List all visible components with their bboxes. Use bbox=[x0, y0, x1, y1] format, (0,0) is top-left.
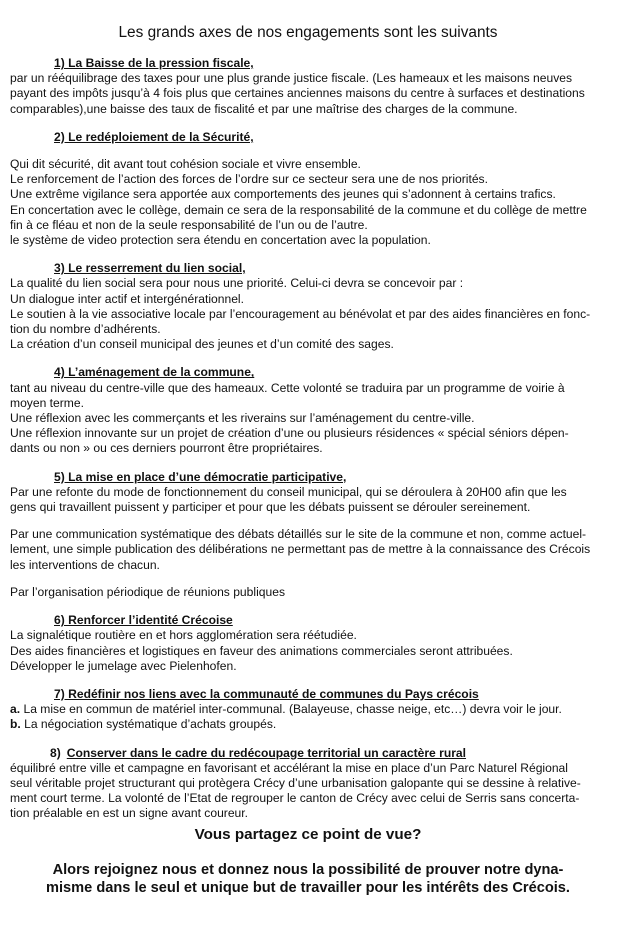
text-line: moyen terme. bbox=[10, 395, 84, 410]
text-line: Par une communication systématique des débats détaillés sur le site de la commune et non, comme actuel- bbox=[10, 527, 587, 542]
text-line: La signalétique routière en et hors agglomération sera réétudiée. bbox=[10, 628, 357, 643]
section-security bbox=[10, 130, 606, 248]
section-democracy bbox=[10, 470, 606, 600]
section-heading: 2) Le redéploiement de la Sécurité, bbox=[54, 129, 254, 144]
text-line: Une réflexion avec les commerçants et les riverains sur l’aménagement du centre-ville. bbox=[10, 411, 475, 426]
closing-line: misme dans le seul et unique but de travailler pour les intérêts des Crécois. bbox=[46, 879, 570, 896]
text-line: Une extrême vigilance sera apportée aux comportements des jeunes qui s’adonnent à certains trafics. bbox=[10, 187, 556, 202]
text-line: Le renforcement de l’action des forces de l’ordre sur ce secteur sera une de nos priorités. bbox=[10, 172, 488, 187]
paragraph bbox=[10, 485, 606, 515]
list-marker: b. bbox=[10, 717, 21, 732]
text-line: La qualité du lien social sera pour nous une priorité. Celui-ci devra se concevoir par : bbox=[10, 276, 464, 291]
text-line: lement, une simple publication des délibérations ne permettant pas de mettre à la connaissance des Crécois bbox=[10, 542, 591, 557]
paragraph bbox=[10, 527, 606, 573]
text-line: les interventions de chacun. bbox=[10, 557, 160, 572]
question-heading: Vous partagez ce point de vue? bbox=[194, 825, 422, 843]
list-text: La mise en commun de matériel inter-communal. (Balayeuse, chasse neige, etc…) devra voir le jour. bbox=[23, 702, 562, 717]
section-fiscal bbox=[10, 56, 606, 117]
section-heading: 6) Renforcer l’identité Crécoise bbox=[54, 613, 233, 628]
text-line: La création d’un conseil municipal des jeunes et d’un comité des sages. bbox=[10, 337, 394, 352]
section-rural bbox=[10, 746, 606, 822]
text-line: Le soutien à la vie associative locale par l’encouragement au bénévolat et par des aides financières en fonc- bbox=[10, 306, 591, 321]
text-line: Par une refonte du mode de fonctionnement du conseil municipal, qui se déroulera à 20H00 afin que les bbox=[10, 484, 567, 499]
section-heading: 5) La mise en place d’une démocratie participative, bbox=[54, 469, 347, 484]
text-line: Des aides financières et logistiques en faveur des animations commerciales seront attribuées. bbox=[10, 643, 513, 658]
paragraph bbox=[10, 585, 606, 600]
text-line: Par l’organisation périodique de réunions publiques bbox=[10, 584, 285, 599]
section-heading: 1) La Baisse de la pression fiscale, bbox=[54, 56, 254, 70]
text-line: En concertation avec le collège, demain ce sera de la responsabilité de la commune et du collège de mettre bbox=[10, 202, 587, 217]
list-item bbox=[10, 717, 606, 732]
section-identity bbox=[10, 613, 606, 674]
section-heading: Conserver dans le cadre du redécoupage territorial un caractère rural bbox=[66, 745, 467, 760]
text-line: Développer le jumelage avec Pielenhofen. bbox=[10, 658, 237, 673]
text-line: Qui dit sécurité, dit avant tout cohésion sociale et vivre ensemble. bbox=[10, 157, 361, 172]
section-heading: 7) Redéfinir nos liens avec la communauté de communes du Pays crécois bbox=[54, 686, 479, 701]
list-marker: a. bbox=[10, 702, 21, 717]
page-title: Les grands axes de nos engagements sont les suivants bbox=[118, 24, 498, 41]
text-line: Une réflexion innovante sur un projet de création d’une ou plusieurs résidences « spécial séniors dépen- bbox=[10, 426, 569, 441]
text-line: comparables),une baisse des taux de fiscalité et par une maîtrise des charges de la commune. bbox=[10, 101, 518, 116]
text-line: tion préalable en est un signe avant coureur. bbox=[10, 806, 249, 821]
text-line: équilibré entre ville et campagne en favorisant et accélérant la mise en place d’un Parc Naturel Régional bbox=[10, 760, 568, 775]
text-line: fin à ce fléau et non de la seule responsabilité de l’un ou de l’autre. bbox=[10, 217, 368, 232]
text-line: payant des impôts jusqu’à 4 fois plus que certaines anciennes maisons du centre à surfaces et destinations bbox=[10, 86, 585, 101]
section-heading: 4) L’aménagement de la commune, bbox=[54, 365, 255, 380]
section-heading-row bbox=[10, 746, 606, 761]
section-social-link bbox=[10, 261, 606, 352]
text-line: le système de video protection sera étendu en concertation avec la population. bbox=[10, 233, 431, 248]
closing-statement bbox=[10, 861, 606, 898]
section-planning bbox=[10, 365, 606, 456]
list-text: La négociation systématique d’achats groupés. bbox=[24, 717, 277, 732]
text-line: dants ou non » ou ces derniers pourront être propriétaires. bbox=[10, 441, 323, 456]
spacer bbox=[10, 145, 606, 157]
text-line: tant au niveau du centre-ville que des hameaux. Cette volonté se traduira par un programme de voirie à bbox=[10, 380, 565, 395]
text-line: gens qui travaillent puissent y participer et pour que les débats puissent se dérouler sereinement. bbox=[10, 500, 531, 515]
text-line: seul véritable projet structurant qui protègera Crécy d’une urbanisation galopante qui se dessine à relative- bbox=[10, 775, 581, 790]
text-line: ment court terme. La volonté de l’Etat de regrouper le canton de Crécy avec celui de Serris sans concerta- bbox=[10, 791, 580, 806]
section-community bbox=[10, 687, 606, 733]
section-heading: 3) Le resserrement du lien social, bbox=[54, 261, 246, 276]
section-number: 8) bbox=[50, 745, 61, 760]
list-item bbox=[10, 702, 606, 717]
text-line: Un dialogue inter actif et intergénérationnel. bbox=[10, 291, 244, 306]
text-line: par un rééquilibrage des taxes pour une plus grande justice fiscale. (Les hameaux et les maisons neuves bbox=[10, 71, 573, 86]
closing-line: Alors rejoignez nous et donnez nous la possibilité de prouver notre dyna- bbox=[52, 861, 564, 878]
text-line: tion du nombre d’adhérents. bbox=[10, 322, 161, 337]
